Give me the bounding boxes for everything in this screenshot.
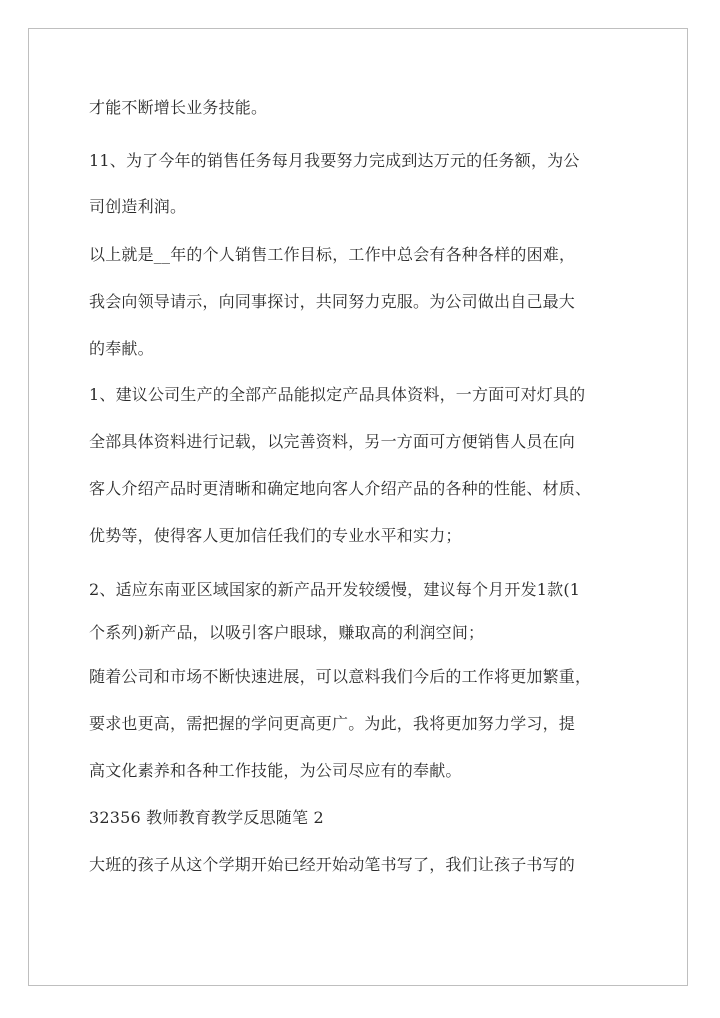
section-heading: 32356 教师教育教学反思随笔 2: [89, 808, 324, 827]
text-line: 以上就是__年的个人销售工作目标，工作中总会有各种各样的困难，: [89, 245, 576, 264]
text-line: 才能不断增长业务技能。: [89, 98, 268, 117]
text-line: 司创造利润。: [89, 197, 187, 216]
text-line: 我会向领导请示，向同事探讨，共同努力克服。为公司做出自己最大: [89, 292, 576, 311]
page-border: [28, 28, 688, 986]
text-line: 2、适应东南亚区域国家的新产品开发较缓慢，建议每个月开发1款(1: [89, 580, 581, 599]
text-line: 大班的孩子从这个学期开始已经开始动笔书写了，我们让孩子书写的: [89, 855, 576, 874]
text-line: 客人介绍产品时更清晰和确定地向客人介绍产品的各种的性能、材质、: [89, 479, 592, 498]
text-line: 高文化素养和各种工作技能，为公司尽应有的奉献。: [89, 761, 462, 780]
text-line: 1、建议公司生产的全部产品能拟定产品具体资料，一方面可对灯具的: [89, 385, 586, 404]
text-line: 随着公司和市场不断快速进展，可以意料我们今后的工作将更加繁重，: [89, 667, 592, 686]
text-line: 优势等，使得客人更加信任我们的专业水平和实力；: [89, 526, 462, 545]
text-line: 全部具体资料进行记载，以完善资料，另一方面可方便销售人员在向: [89, 432, 576, 451]
text-line: 的奉献。: [89, 339, 154, 358]
text-line: 11、为了今年的销售任务每月我要努力完成到达万元的任务额，为公: [89, 151, 580, 170]
text-line: 要求也更高，需把握的学问更高更广。为此，我将更加努力学习，提: [89, 714, 576, 733]
text-line: 个系列)新产品，以吸引客户眼球，赚取高的利润空间；: [89, 623, 485, 642]
